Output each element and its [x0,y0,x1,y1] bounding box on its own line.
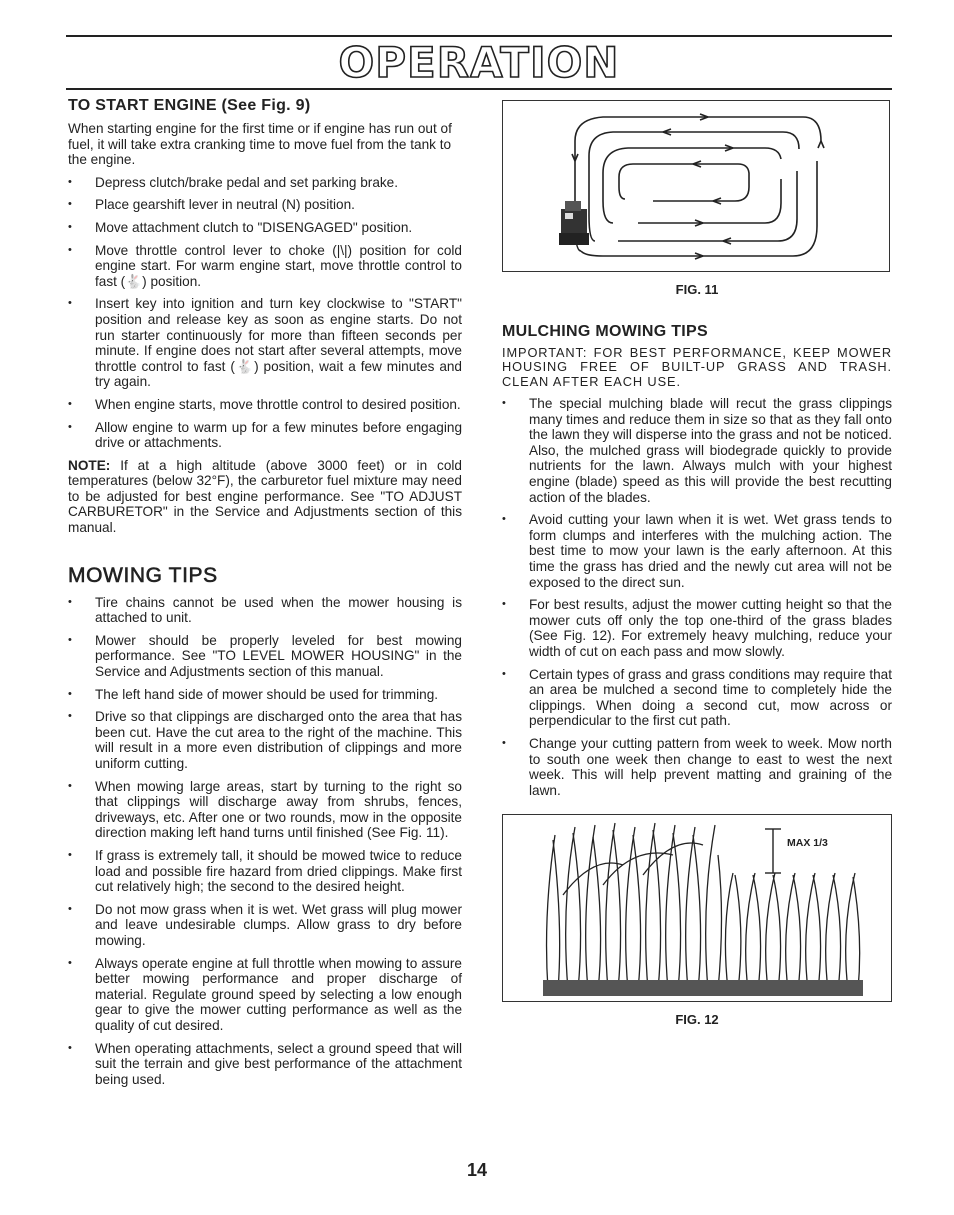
mowing-tips-heading: MOWING TIPS [68,563,218,587]
mulching-important-notice: IMPORTANT: FOR BEST PERFORMANCE, KEEP MOWER HOUSING FREE OF BUILT-UP GRASS AND TRASH. CLEAN AFTER EACH USE. [502,344,892,389]
list-item: • The left hand side of mower should be used for trimming. [68,687,462,703]
list-item: • Place gearshift lever in neutral (N) position. [68,197,462,213]
list-item: • Tire chains cannot be used when the mower housing is attached to unit. [68,595,462,626]
note-text: If at a high altitude (above 3000 feet) or in cold temperatures (below 32°F), the carburetor fuel mixture may need to be adjusted for best engine performance. See "TO ADJUST CARBURETOR" in the Service and Adjustments section of this manual. [68,457,462,536]
start-engine-heading: TO START ENGINE (See Fig. 9) [68,97,311,114]
list-item: • Allow engine to warm up for a few minutes before engaging drive or attachments. [68,420,462,451]
list-item: • Move attachment clutch to "DISENGAGED" position. [68,220,462,236]
tractor-icon [559,201,589,245]
mowing-tips-list [68,595,462,1088]
mulching-list [502,396,892,798]
list-item: • Mower should be properly leveled for best mowing performance. See "TO LEVEL MOWER HOUSING" in the Service and Adjustments section of this manual. [68,633,462,680]
header-rule-bottom [66,88,892,90]
list-item: • When operating attachments, select a ground speed that will suit the terrain and give best performance of the attachment being used. [68,1041,462,1088]
list-item: • Insert key into ignition and turn key clockwise to "START" position and release key as soon as engine starts. Do not run starter continuously for more than fifteen seconds per minute. If engine does not start after several attempts, move throttle control to fast (🐇) position, wait a few minutes and try again. [68,296,462,390]
list-item: • For best results, adjust the mower cutting height so that the mower cuts off only the top one-third of the grass blades (See Fig. 12). For extremely heavy mulching, reduce your width of cut on each pass and mow slowly. [502,597,892,659]
list-item: • If grass is extremely tall, it should be mowed twice to reduce load and possible fire hazard from dried clippings. Make first cut relatively high; the second to the desired height. [68,848,462,895]
list-item: • When mowing large areas, start by turning to the right so that clippings will discharge away from shrubs, fences, driveways, etc. After one or two rounds, mow in the opposite direction making left hand turns until finished (See Fig. 11). [68,779,462,841]
list-item: • Do not mow grass when it is wet. Wet grass will plug mower and leave undesirable clumps. Allow grass to dry before mowing. [68,902,462,949]
list-item: • Avoid cutting your lawn when it is wet. Wet grass tends to form clumps and interferes with the mulching action. The best time to mow your lawn is the early afternoon. At this time the grass has dried and the newly cut area will not be exposed to the direct sun. [502,512,892,590]
list-item: • When engine starts, move throttle control to desired position. [68,397,462,413]
left-column [68,96,462,1087]
mowing-pattern-graphic [503,101,889,271]
start-engine-intro: When starting engine for the first time or if engine has run out of fuel, it will take extra cranking time to move fuel from the tank to the engine. [68,121,452,168]
right-column [502,100,892,1028]
list-item: • Always operate engine at full throttle when mowing to assure better mowing performance and proper discharge of material. Regulate ground speed by selecting a low enough gear to give the mower cutting performance as well as the quality of cut desired. [68,956,462,1034]
fig11-mowing-pattern-diagram [502,100,890,272]
mulching-heading: MULCHING MOWING TIPS [502,322,708,340]
fig12-caption: FIG. 12 [675,1012,719,1028]
list-item: • Change your cutting pattern from week to week. Mow north to south one week then change to east to west the next week. This will help prevent matting and graining of the lawn. [502,736,892,798]
header-rule-top [66,35,892,37]
list-item: • The special mulching blade will recut the grass clippings many times and reduce them in size so that as they fall onto the lawn they will disperse into the grass and not be noticed. Also, the mulched grass will biodegrade quickly to provide nutrients for the lawn. Always mulch with your highest engine (blade) speed as this will provide the best recutting action of the blades. [502,396,892,505]
start-engine-note [68,458,462,536]
fig11-caption: FIG. 11 [675,282,719,297]
list-item: • Drive so that clippings are discharged onto the area that has been cut. Have the cut area to the right of the machine. This will result in a more even distribution of clippings and more uniform cutting. [68,709,462,771]
note-label: NOTE: [68,457,111,473]
page-title: OPERATION [338,38,620,87]
list-item: • Depress clutch/brake pedal and set parking brake. [68,175,462,191]
fig12-grass-height-diagram [502,814,892,1002]
grass-blades-graphic [503,815,891,1001]
page-number: 14 [466,1160,488,1180]
list-item: • Move throttle control lever to choke (|\|) position for cold engine start. For warm engine start, move throttle control to fast (🐇) position. [68,243,462,290]
start-engine-list [68,175,462,451]
list-item: • Certain types of grass and grass conditions may require that an area be mulched a second time to completely hide the clippings. When doing a second cut, mow across or perpendicular to the first cut path. [502,667,892,729]
max-one-third-label: MAX 1/3 [787,837,828,850]
